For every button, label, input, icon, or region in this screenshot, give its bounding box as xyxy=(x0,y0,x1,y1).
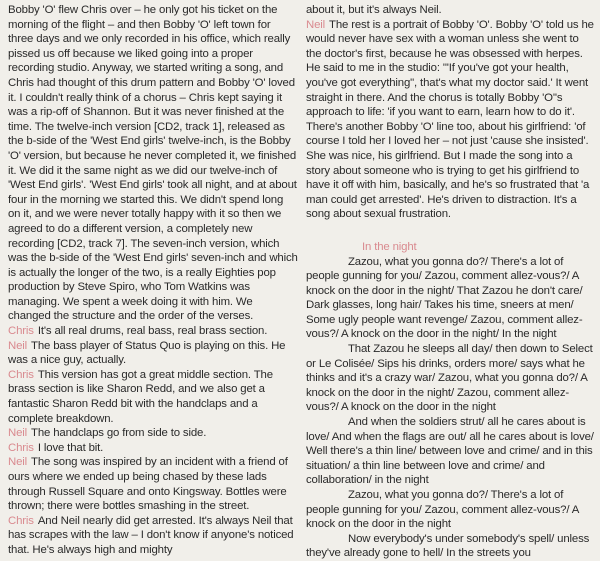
dialogue-line xyxy=(8,339,298,368)
dialogue-text: The handclaps go from side to side. xyxy=(31,427,207,440)
speaker-label: Neil xyxy=(8,339,28,352)
lyric-stanza: Now everybody's under somebody's spell/ unless they've already gone to hell/ In the streets you xyxy=(306,532,590,560)
speaker-label: Neil xyxy=(8,427,28,440)
dialogue-text: And Neil nearly did get arrested. It's always Neil that has scrapes with the law – I don't know if anyone's noticed that. He's always high and mighty xyxy=(8,514,294,556)
dialogue-text: The bass player of Status Quo is playing on this. He was a nice guy, actually. xyxy=(8,339,286,367)
intro-paragraph: Bobby 'O' flew Chris over – he only got his ticket on the morning of the flight – and then Bobby 'O' left town for three days and we only recorded in his office, which really pissed us off because we liked going into a proper recording studio. Anyway, we started writing a song, and Chris had thought of this drum pattern and Bobby 'O' loved it. I couldn't really think of a chorus – Chris kept saying it was a rip-off of Shannon. But it was never finished at the time. The twelve-inch version [CD2, track 1], released as the b-side of the 'West End girls' twelve-inch, is the Bobby 'O' version, but because he never completed it, we finished it. We did it the same night as we did our twelve-inch of 'West End girls'. 'West End girls' took all night, and at about four in the morning we started this. We didn't spend long on it, and we were never totally happy with it so then we agreed to do a different version, a completely new recording [CD2, track 7]. The seven-inch version, which was the b-side of the 'West End girls' seven-inch and which is actually the longer of the two, is a really Eighties pop production by Steve Spiro, who Tom Watkins was managing. We spent a week doing it with him. We changed the structure and the order of the verses. xyxy=(8,4,298,323)
left-column xyxy=(8,3,298,558)
lyric-stanza: That Zazou he sleeps all day/ then down to Select or Le Colisée/ Sips his drinks, orders more/ says what he thinks and it's a crazy war/ Zazou, what you gonna do?/ A knock on the door in the night/ Zazou, comment allez-vous?/ A knock on the door in the night xyxy=(306,343,593,414)
dialogue-text: It's all real drums, real bass, real brass section. xyxy=(37,325,268,338)
dialogue-text: The rest is a portrait of Bobby 'O'. Bobby 'O' told us he would never have sex with a woman unless she went to the doctor's first, because he was obsessed with herpes. He said to me in the studio: "'If you've got your health, you've got everything", that's what my doctor said.' It went straight in there. And the chorus is totally Bobby 'O''s approach to life: 'if you want to earn, learn how to do it'. There's another Bobby 'O' line too, about his girlfriend: 'of course I told her I loved her – not just 'cause she insisted'. She was nice, his girlfriend. But I made the song into a story about someone who is trying to get his girlfriend to have it off with him, basically, and he's so frustrated that 'a man could get arrested'. He's driven to distraction. It's a song about sexual frustration. xyxy=(306,18,594,221)
dialogue-line xyxy=(8,455,298,513)
dialogue-line xyxy=(8,426,298,441)
lyric-stanza: Zazou, what you gonna do?/ There's a lot of people gunning for you/ Zazou, comment allez-vous?/ A knock on the door in the night/ That Zazou he don't care/ Dark glasses, long hair/ Takes his time, sneers at men/ Some ugly people want revenge/ Zazou, comment allez-vous?/ A knock on the door in the night/ In the night xyxy=(306,255,583,341)
continuation-text: about it, but it's always Neil. xyxy=(306,4,442,16)
speaker-label: Chris xyxy=(8,325,34,338)
spacer xyxy=(306,222,596,234)
dialogue-line xyxy=(8,441,298,456)
speaker-label: Chris xyxy=(8,441,34,454)
speaker-label: Neil xyxy=(8,456,28,469)
speaker-label: Neil xyxy=(306,18,326,31)
dialogue-line xyxy=(306,18,596,222)
lyrics-heading: In the night xyxy=(362,240,417,253)
dialogue-text: The song was inspired by an incident with a friend of ours where we ended up being chased by these lads through Russell Square and onto Kingsway. Bottles were thrown; there were bottles smashing in the street. xyxy=(8,456,288,513)
dialogue-line xyxy=(8,368,298,426)
speaker-label: Chris xyxy=(8,368,34,381)
dialogue-text: This version has got a great middle section. The brass section is like Sharon Redd, and we also get a fantastic Sharon Redd bit with the handclaps and a complete breakdown. xyxy=(8,368,273,425)
speaker-label: Chris xyxy=(8,514,34,527)
dialogue-text: I love that bit. xyxy=(37,441,104,454)
lyric-stanza: Zazou, what you gonna do?/ There's a lot of people gunning for you/ Zazou, comment allez-vous?/ A knock on the door in the night xyxy=(306,489,579,531)
right-column xyxy=(306,3,596,561)
dialogue-line xyxy=(8,324,298,339)
lyric-stanza: And when the soldiers strut/ all he cares about is love/ And when the flags are out/ all he cares about is love/ Well there's a thin line/ between love and crime/ and in this situation/ a thin line between love and crime/ and collaboration/ in the night xyxy=(306,416,594,487)
